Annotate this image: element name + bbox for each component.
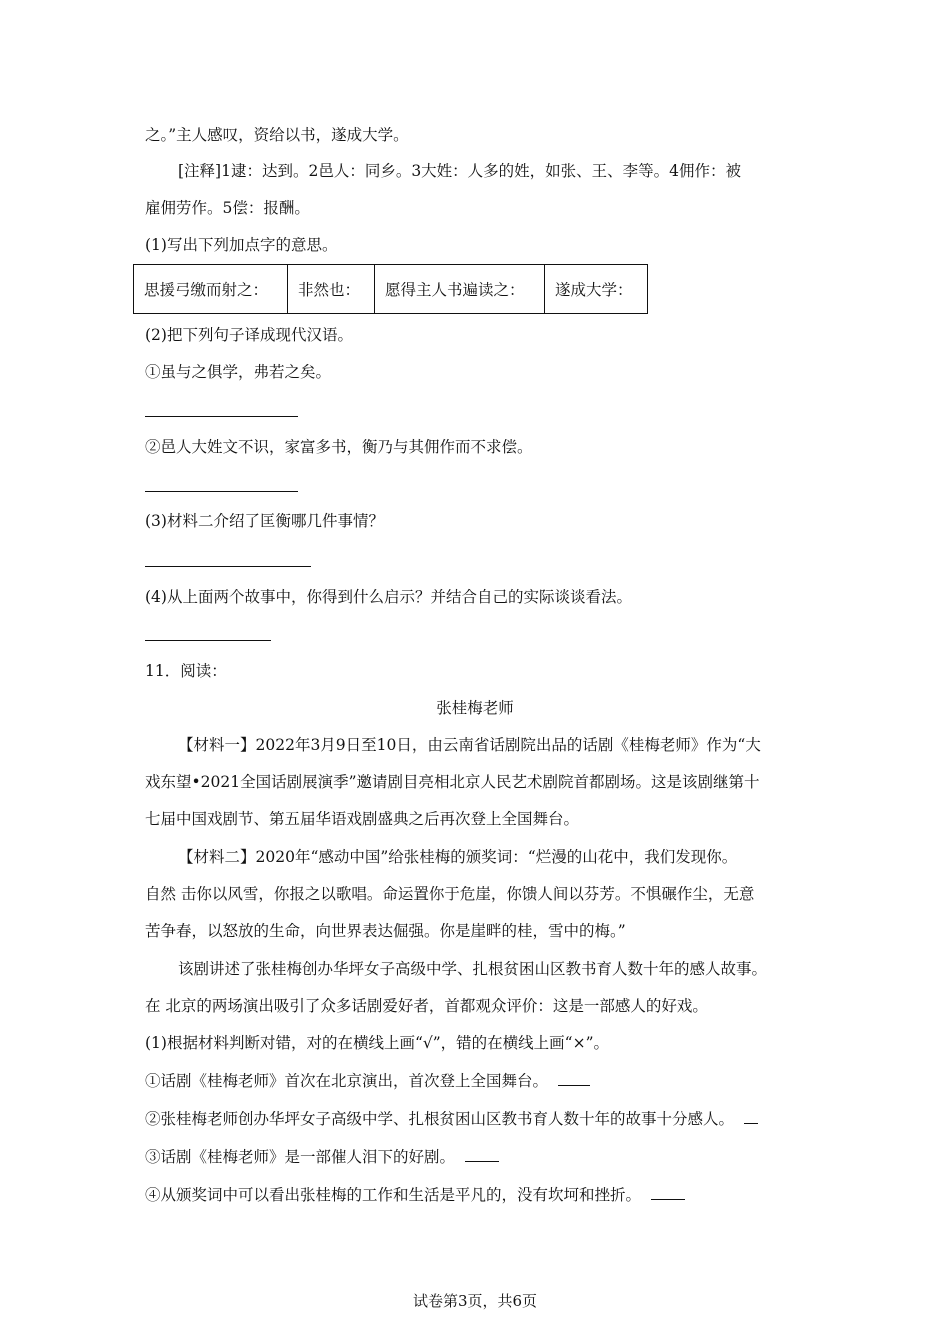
judge-item: [145, 1184, 685, 1206]
judge-text: ③话剧《桂梅老师》是一部催人泪下的好剧。: [145, 1148, 456, 1166]
material-line: 苦争春，以怒放的生命，向世界表达倔强。你是崖畔的桂，雪中的梅。”: [145, 922, 626, 940]
note-line: 雇佣劳作。5偿：报酬。: [145, 199, 310, 217]
answer-line[interactable]: [145, 640, 271, 641]
judge-item: [145, 1070, 590, 1092]
question-1: (1)写出下列加点字的意思。: [145, 236, 338, 254]
material-line: 【材料二】2020年“感动中国”给张桂梅的颁奖词：“烂漫的山花中，我们发现你。: [178, 848, 738, 866]
question-2a: ①虽与之俱学，弗若之矣。: [145, 363, 332, 381]
page-footer: 试卷第3页，共6页: [412, 1292, 538, 1310]
text-line: 之。”主人感叹，资给以书，遂成大学。: [145, 126, 409, 144]
article-title: 张桂梅老师: [436, 699, 514, 717]
table-cell[interactable]: 思援弓缴而射之：: [134, 265, 288, 314]
material-line: 戏东望•2021全国话剧展演季”邀请剧目亮相北京人民艺术剧院首都剧场。这是该剧继第十: [145, 773, 760, 791]
table-cell[interactable]: 愿得主人书遍读之：: [375, 265, 545, 314]
table-cell[interactable]: 非然也：: [288, 265, 375, 314]
question-3: (3)材料二介绍了匡衡哪几件事情？: [145, 512, 384, 530]
judge-instruction: (1)根据材料判断对错，对的在横线上画“√”，错的在横线上画“×”。: [145, 1034, 610, 1052]
material-line: 该剧讲述了张桂梅创办华坪女子高级中学、扎根贫困山区教书育人数十年的感人故事。: [178, 960, 768, 978]
judge-text: ②张桂梅老师创办华坪女子高级中学、扎根贫困山区教书育人数十年的故事十分感人。: [145, 1110, 735, 1128]
question-2b: ②邑人大姓文不识，家富多书，衡乃与其佣作而不求偿。: [145, 438, 533, 456]
answer-line[interactable]: [145, 491, 298, 492]
note-line: [注释]1逮：达到。2邑人：同乡。3大姓：人多的姓，如张、王、李等。4佣作：被: [178, 162, 742, 180]
material-line: 七届中国戏剧节、第五届华语戏剧盛典之后再次登上全国舞台。: [145, 810, 580, 828]
question-2: (2)把下列句子译成现代汉语。: [145, 326, 353, 344]
judge-answer-line[interactable]: [744, 1109, 758, 1124]
judge-item: [145, 1108, 758, 1130]
answer-line[interactable]: [145, 416, 298, 417]
material-line: 【材料一】2022年3月9日至10日，由云南省话剧院出品的话剧《桂梅老师》作为“大: [178, 736, 761, 754]
judge-answer-line[interactable]: [651, 1185, 685, 1200]
judge-item: [145, 1146, 499, 1168]
answer-line[interactable]: [145, 566, 311, 567]
material-line: 自然 击你以风雪，你报之以歌唱。命运置你于危崖，你馈人间以芬芳。不惧碾作尘，无意: [145, 885, 755, 903]
word-meaning-table: [133, 264, 648, 314]
judge-text: ④从颁奖词中可以看出张桂梅的工作和生活是平凡的，没有坎坷和挫折。: [145, 1186, 642, 1204]
judge-answer-line[interactable]: [558, 1071, 590, 1086]
section-11: 11．阅读：: [145, 662, 227, 680]
judge-text: ①话剧《桂梅老师》首次在北京演出，首次登上全国舞台。: [145, 1072, 549, 1090]
judge-answer-line[interactable]: [465, 1147, 499, 1162]
table-cell[interactable]: 遂成大学：: [545, 265, 648, 314]
question-4: (4)从上面两个故事中，你得到什么启示？并结合自己的实际谈谈看法。: [145, 588, 632, 606]
material-line: 在 北京的两场演出吸引了众多话剧爱好者，首都观众评价：这是一部感人的好戏。: [145, 997, 708, 1015]
